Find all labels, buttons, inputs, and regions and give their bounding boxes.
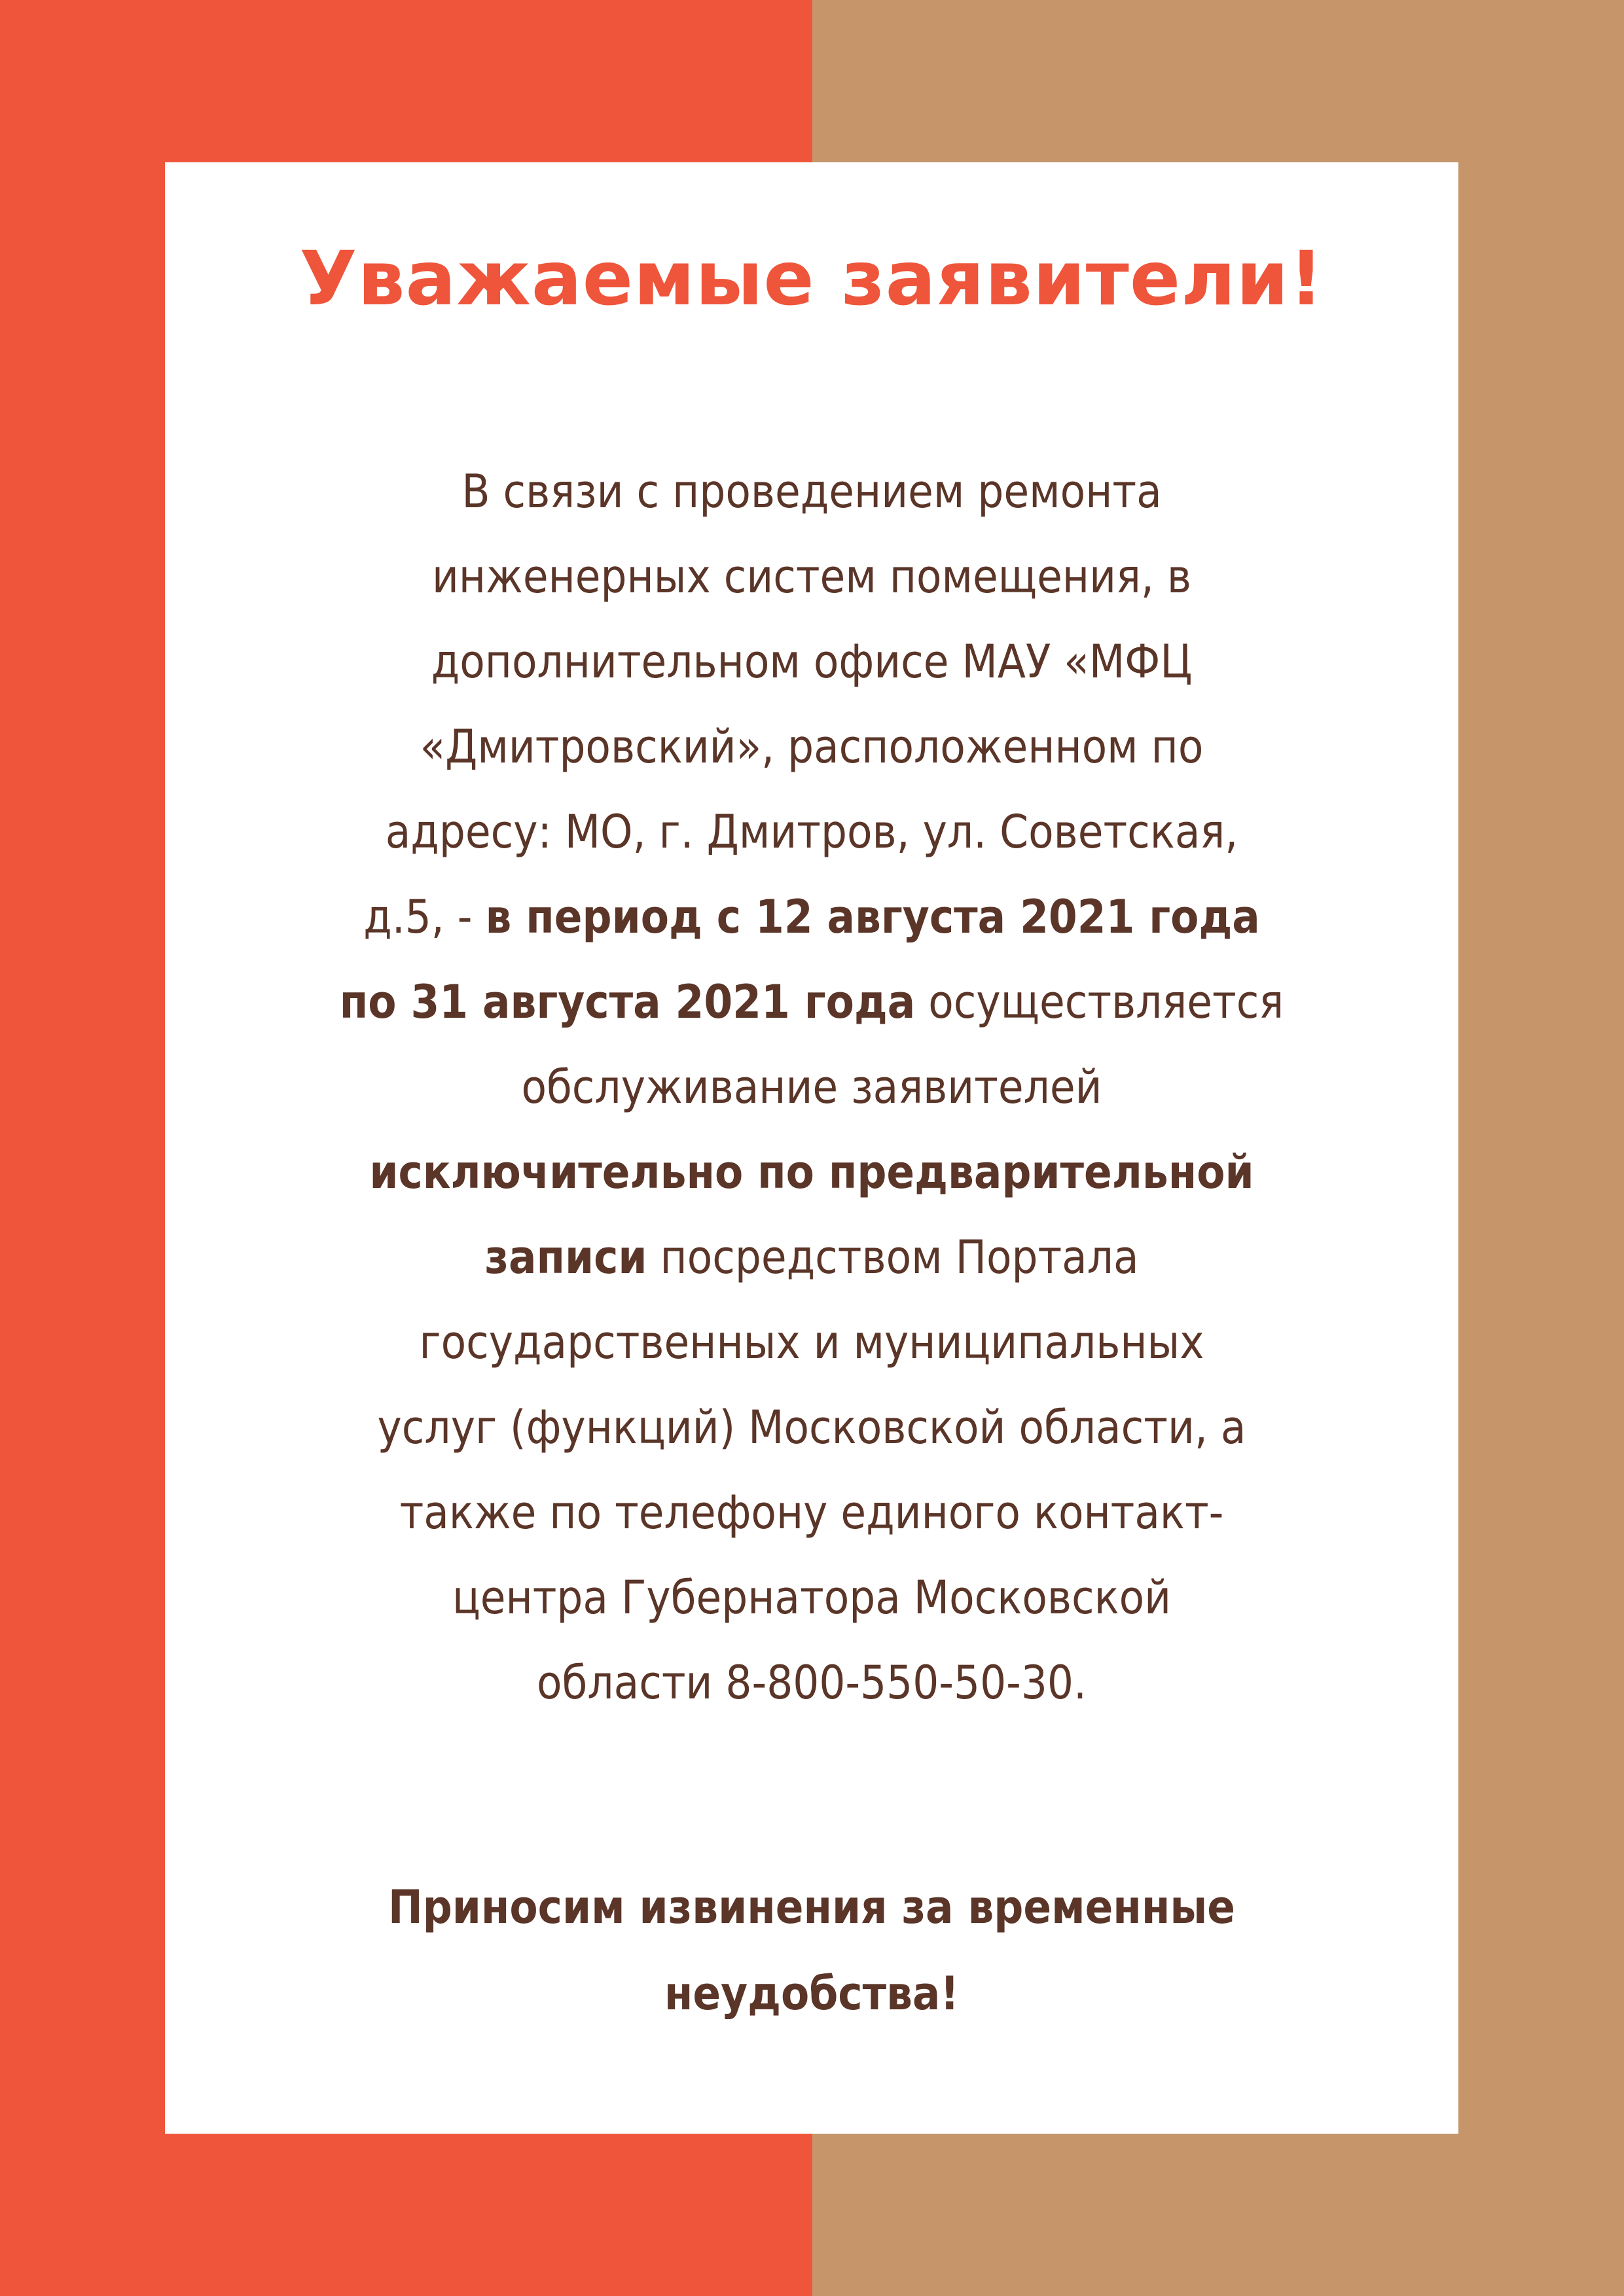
apology-line: неудобства! xyxy=(664,1967,960,2020)
apology-text xyxy=(230,1864,1393,2037)
body-line: центра Губернатора Московской xyxy=(452,1571,1172,1624)
body-line-appointment: исключительно по предварительной xyxy=(369,1145,1254,1199)
body-line: В связи с проведением ремонта xyxy=(461,465,1162,518)
notice-card xyxy=(165,162,1458,2134)
body-line: «Дмитровский», расположенном по xyxy=(420,720,1204,774)
body-line: обслуживание заявителей xyxy=(521,1060,1102,1114)
body-line: инженерных систем помещения, в xyxy=(432,550,1191,603)
body-line: адресу: МО, г. Дмитров, ул. Советская, xyxy=(385,805,1238,859)
body-line-period-end: по 31 августа 2021 года осуществляется xyxy=(339,975,1284,1029)
notice-body xyxy=(230,449,1393,1725)
body-line-period: д.5, - в период с 12 августа 2021 года xyxy=(363,890,1260,944)
apology-line: Приносим извинения за временные xyxy=(388,1880,1235,1934)
body-line: дополнительном офисе МАУ «МФЦ xyxy=(431,635,1193,689)
body-line: государственных и муниципальных xyxy=(419,1316,1204,1369)
body-line: услуг (функций) Московской области, а xyxy=(377,1401,1246,1454)
body-line-appointment-end: записи посредством Портала xyxy=(484,1230,1139,1284)
body-line: также по телефону единого контакт- xyxy=(399,1486,1224,1539)
body-line-phone: области 8-800-550-50-30. xyxy=(537,1656,1087,1710)
notice-headline: Уважаемые заявители! xyxy=(299,235,1324,322)
